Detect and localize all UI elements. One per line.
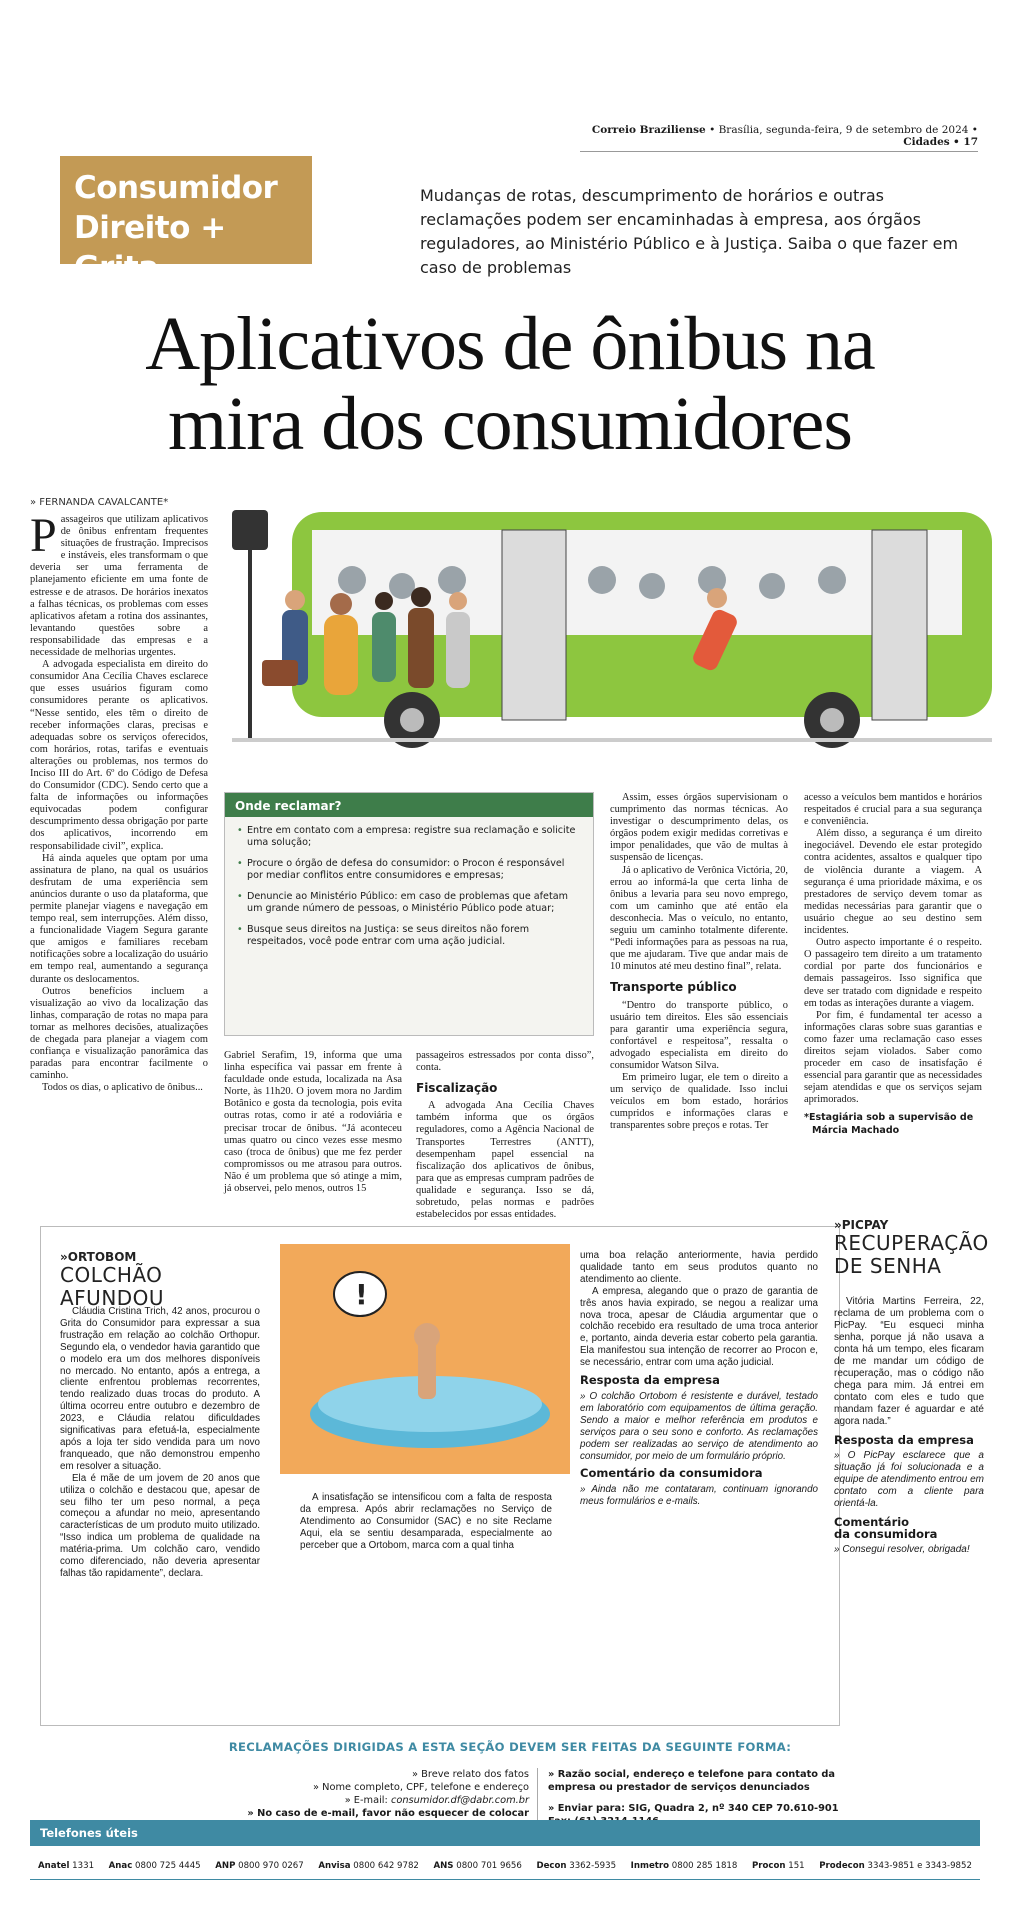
article-column-2 [224, 1050, 402, 1195]
ortobom-headline: COLCHÃO AFUNDOU [60, 1263, 165, 1310]
instruction-line: » No caso de e-mail, favor não esquecer de colocar [247, 1808, 529, 1819]
list-item: • Procure o órgão de defesa do consumidor: o Procon é responsável por mediar conflitos entre consumidores e empresas; [237, 858, 581, 882]
page-number: • 17 [953, 136, 978, 148]
instruction-line: » Nome completo, CPF, telefone e endereço [313, 1782, 529, 1793]
paragraph: Outro aspecto importante é o respeito. O passageiro tem direito a um tratamento cordial por parte dos funcionários e demais passageiros. Isso significa que deve ser tratado com dignidade e respeito em todas as interações durante a viagem. [804, 937, 982, 1009]
footnote [804, 1112, 982, 1136]
paragraph: Todos os dias, o aplicativo de ônibus... [42, 1082, 203, 1094]
ortobom-response-title: Resposta da empresa [580, 1373, 720, 1388]
ortobom-column-3 [580, 1250, 818, 1508]
phone-entry [631, 1861, 738, 1871]
paragraph: Além disso, a segurança é um direito inegociável. Devendo ele estar protegido contra acidentes, assaltos e qualquer tipo de violência durante a viagem. A segurança é uma prioridade máxima, e os prestadores de serviço devem tomar as medidas necessárias para garantir que o usuário chegue ao seu destino sem incidentes. [804, 828, 982, 937]
phone-entry [819, 1861, 972, 1871]
page-header [580, 124, 978, 152]
bus-illustration [232, 500, 992, 750]
paragraph: “Dentro do transporte público, o usuário tem direitos. Eles são essenciais para garantir uma experiência segura, confortável e respeitosa”, ressalta o advogado especialista em direito do consumidor Watson Silva. [610, 999, 788, 1071]
phone-agency: Anvisa [318, 1860, 351, 1871]
byline: » FERNANDA CAVALCANTE* [30, 497, 169, 508]
ortobom-response: » O colchão Ortobom é resistente e durável, testado em laboratório com equipamentos de última geração. Sendo a maior e melhor referência em produtos e serviços para o seu sono e conforto. As reclamações podem ser realizadas ao serviço de atendimento ao consumidor, por meio de um formulário próprio. [580, 1390, 818, 1462]
logo-line-1: Consumidor [74, 170, 278, 206]
instructions-right [548, 1768, 848, 1828]
kicker: Mudanças de rotas, descumprimento de horários e outras reclamações podem ser encaminhadas à empresa, aos órgãos reguladores, ao Ministério Público e à Justiça. Saiba o que fazer em caso de problemas [420, 186, 959, 277]
phone-agency: ANP [215, 1860, 236, 1871]
drop-cap: P [30, 509, 57, 562]
instruction-line: » Breve relato dos fatos [412, 1769, 529, 1780]
instruction-line: » Enviar para: SIG, Quadra 2, nº 340 CEP 70.610-901 [548, 1803, 839, 1814]
suitcase [262, 660, 298, 686]
box-title: Onde reclamar? [225, 793, 593, 817]
instructions-title: RECLAMAÇÕES DIRIGIDAS A ESTA SEÇÃO DEVEM SER FEITAS DA SEGUINTE FORMA: [228, 1740, 792, 1754]
list-item: • Entre em contato com a empresa: registre sua reclamação e solicite uma solução; [237, 825, 581, 849]
paragraph: Outros benefícios incluem a visualização ao vivo da localização das linhas, comparação de rotas no mapa para tornar as melhores decisões, atualizações de chegada para planejar a viagem com confiança e visualização panorâmica das paradas para encontrar facilmente o caminho. [30, 985, 208, 1082]
paragraph: assageiros que utilizam aplicativos de ônibus enfrentam frequentes situações de frustração. Imprecisos e instáveis, eles transformam o que deveria ser uma ferramenta de planejamento eficiente em uma fonte de estresse e de atrasos. De horários inexatos a falhas técnicas, os problemas com esses aplicativos afetam a rotina dos assinantes, levantando questões sobre a responsabilidade das empresas e a necessidade de melhorias urgentes. [30, 514, 208, 659]
picpay-response: » O PicPay esclarece que a situação já foi solucionada e a equipe de atendimento entrou em contato com a cliente para orientá-la. [834, 1450, 984, 1509]
phone-number: 0800 725 4445 [132, 1860, 201, 1871]
phone-entry [536, 1861, 616, 1871]
subhead-transporte: Transporte público [610, 980, 737, 995]
phone-number: 3362-5935 [566, 1860, 617, 1871]
paragraph: A empresa, alegando que o prazo de garantia de três anos havia expirado, se negou a realizar uma nova troca, apesar de Cláudia argumentar que o colchão recebido era resultado de uma troca anterior e, portanto, ainda deveria estar coberto pela garantia. Ela manifestou sua intenção de recorrer ao Procon e, se necessário, entrar com uma ação judicial. [580, 1285, 818, 1369]
paragraph: A insatisfação se intensificou com a falta de resposta da empresa. Após abrir reclamações no Serviço de Atendimento ao Consumidor (SAC) e no site Reclame Aqui, ela se sentiu desamparada, especialmente ao perceber que a Ortobom, marca com a qual tinha [300, 1492, 552, 1551]
paragraph: Gabriel Serafim, 19, informa que uma linha específica vai passar em frente à faculdade onde estuda, localizada na Asa Norte, às 11h20. O jovem mora no Jardim Botânico e gosta da tecnologia, pois evita outras rotas, como ir até a rodoviária e precisar trocar de ônibus. “Já aconteceu umas quatro ou cinco vezes esse mesmo caso (troca de ônibus) que me fez perder compromissos ou me atrasou para outros. Não é um problema que só atinge a mim, já observei, pelo menos, outros 15 [224, 1050, 402, 1195]
paragraph: A advogada Ana Cecília Chaves também informa que os órgãos reguladores, como a Agência Nacional de Transportes Terrestres (ANTT), desempenham papel essencial na fiscalização dos aplicativos de ônibus, para que as empresas cumpram padrões de qualidade e segurança. Isso se dá, sobretudo, pelas normas e padrões estabelecidos por essas entidades. [416, 1100, 594, 1221]
phone-agency: Procon [751, 1860, 786, 1871]
phone-entry [318, 1861, 419, 1871]
bus-stop-sign [232, 510, 268, 550]
article-column-1 [30, 509, 209, 1095]
paragraph: Já o aplicativo de Verônica Victória, 20, errou ao informá-la que certa linha de ônibus a levaria para seu novo emprego, com um caminho que até então ela desconhecia. Mas o veículo, no entanto, seguiu um caminho totalmente diferente. “Pedi informações para as pessoas na rua, que me ajudaram. Tive que andar mais de 10 minutos até meu destino final”, relata. [610, 864, 788, 973]
bus-rear-door [872, 530, 927, 720]
logo-line-2: Direito + Grita [74, 210, 226, 286]
email-address[interactable]: consumidor.df@dabr.com.br [390, 1795, 529, 1806]
phone-number: 1331 [69, 1860, 95, 1871]
box-list [225, 817, 593, 965]
paper-name: Correio Braziliense [591, 124, 706, 136]
headline [30, 304, 990, 464]
picpay-column [834, 1296, 984, 1556]
ortobom-tag: »ORTOBOM [60, 1250, 137, 1264]
phone-entry [109, 1861, 201, 1871]
article-column-3 [416, 1050, 594, 1221]
phone-agency: Decon [536, 1860, 567, 1871]
section-name: Cidades [903, 136, 950, 148]
phone-entry [38, 1861, 94, 1871]
ortobom-comment-title: Comentário da consumidora [580, 1466, 763, 1481]
phone-agency: ANS [433, 1860, 454, 1871]
bus-door [502, 530, 566, 720]
phone-agency: Prodecon [819, 1860, 865, 1871]
instruction-line: » Razão social, endereço e telefone para contato da empresa ou prestador de serviços denunciados [548, 1769, 836, 1793]
list-item: • Denuncie ao Ministério Público: em caso de problemas que afetam um grande número de pessoas, o Ministério Público pode atuar; [237, 891, 581, 915]
picpay-response-title: Resposta da empresa [834, 1433, 974, 1447]
phone-number: 151 [785, 1860, 805, 1871]
phone-number: 3343-9851 e 3343-9852 [864, 1860, 972, 1871]
headline-line-1: Aplicativos de ônibus na [145, 302, 875, 386]
phone-number: 0800 970 0267 [235, 1860, 304, 1871]
subhead-fiscalizacao: Fiscalização [416, 1081, 498, 1096]
paragraph: Vitória Martins Ferreira, 22, reclama de um problema com o PicPay. “Eu esqueci minha senha, porque já não usava a conta há um tempo, eles ficaram de me mandar um código de recuperação, mas o código não chega para mim. Já entrei em contato com eles e tudo que mandam fazer é aguardar e até agora nada.” [834, 1296, 984, 1427]
section-logo [60, 156, 312, 286]
dateline: • Brasília, segunda-feira, 9 de setembro de 2024 • [709, 124, 978, 136]
article-column-4 [610, 792, 788, 1133]
picpay-comment-title-1: Comentário [834, 1515, 910, 1529]
phone-number: 0800 642 9782 [350, 1860, 419, 1871]
phone-agency: Anatel [38, 1860, 70, 1871]
svg-text:!: ! [355, 1278, 368, 1311]
instruction-line: » E-mail: consumidor.df@dabr.com.br [344, 1795, 529, 1806]
picpay-tag: »PICPAY [834, 1218, 889, 1232]
article-column-5 [804, 792, 982, 1137]
useful-phones-list [30, 1852, 980, 1880]
footnote-line-1: *Estagiária sob a supervisão de [804, 1112, 974, 1124]
phone-entry [433, 1861, 521, 1871]
phone-agency: Anac [108, 1860, 133, 1871]
phone-agency: Inmetro [630, 1860, 670, 1871]
ortobom-column-1 [60, 1306, 260, 1580]
phone-entry [215, 1861, 304, 1871]
picpay-headline-1: RECUPERAÇÃO [834, 1231, 989, 1255]
paragraph: Cláudia Cristina Trich, 42 anos, procurou o Grita do Consumidor para expressar a sua frustração em relação ao colchão Orthopur. Segundo ela, o vendedor havia garantido que o modelo era um dos melhores disponíveis no mercado. No entanto, após a entrega, a cliente enfrentou problemas recorrentes, tendo realizado duas trocas do produto. A última ocorreu entre outubro e dezembro de 2023, e Cláudia relatou dificuldades significativas para efetuá-la, especialmente após a loja ter sido vendida para um novo franqueado, que não demonstrou empenho em resolver a situação. [60, 1306, 260, 1472]
headline-line-2: mira dos consumidores [167, 382, 852, 466]
useful-phones-title: Telefones úteis [30, 1820, 980, 1846]
phone-entry [752, 1861, 805, 1871]
ortobom-column-2 [300, 1492, 552, 1552]
picpay-comment-title-2: da consumidora [834, 1527, 938, 1541]
phone-number: 0800 285 1818 [669, 1860, 738, 1871]
paragraph: passageiros estressados por conta disso”, conta. [416, 1050, 594, 1074]
paragraph: Em primeiro lugar, ele tem o direito a um serviço de qualidade. Isso inclui veículos em bom estado, horários cumpridos e informações claras e transparentes sobre preços e rotas. Ter [610, 1072, 788, 1132]
paragraph: uma boa relação anteriormente, havia perdido qualidade tanto em seus produtos quanto no atendimento ao cliente. [580, 1250, 818, 1285]
footnote-line-2: Márcia Machado [812, 1124, 900, 1136]
list-item: • Busque seus direitos na Justiça: se seus direitos não forem respeitados, você pode entrar com uma ação judicial. [237, 924, 581, 948]
ortobom-comment: » Ainda não me contataram, continuam ignorando meus formulários e e-mails. [580, 1484, 818, 1508]
mattress-illustration [280, 1244, 570, 1474]
where-to-complain-box [224, 792, 594, 1036]
paragraph: Assim, esses órgãos supervisionam o cumprimento das normas técnicas. Ao investigar o descumprimento delas, os órgãos podem exigir medidas corretivas e impor penalidades, que vão de multas à suspensão de licenças. [610, 792, 788, 864]
paragraph: Ela é mãe de um jovem de 20 anos que utiliza o colchão e destacou que, apesar de seu filho ter um peso normal, a peça começou a afundar no meio, apresentando características de um produto muito utilizado. “Isso indica um problema de qualidade na matéria-prima. Um colchão caro, vendido como diferenciado, não deveria apresentar falhas tão rapidamente”, declara. [60, 1472, 260, 1579]
phone-number: 0800 701 9656 [453, 1860, 522, 1871]
paragraph: Há ainda aqueles que optam por uma assinatura de plano, na qual os usuários desfrutam de uma experiência sem anúncios durante o uso da plataforma, que permite planejar viagens e navegação em tempo real, sem interrupções. Além disso, a funcionalidade Viagem Segura garante que amigos e familiares recebam notificações sobre a localização do usuário em tempo real, aumentando a segurança durante os deslocamentos. [30, 852, 209, 985]
picpay-headline-2: DE SENHA [834, 1254, 942, 1278]
paragraph: Por fim, é fundamental ter acesso a informações claras sobre suas garantias e como fazer uma reclamação caso esses direitos sejam violados. Saber como proceder em caso de insatisfação é essencial para garantir que as necessidades sejam atendidas e que os serviços sejam aprimorados. [804, 1009, 983, 1106]
paragraph: A advogada especialista em direito do consumidor Ana Cecília Chaves esclarece que esses usuários figuram como consumidores perante os aplicativos. “Nesse sentido, eles têm o direito de receber informações claras, precisas e adequadas sobre os serviços oferecidos, com horários, rotas, tarifas e eventuais alterações ou problemas, nos termos do Inciso III do Art. 6º do Código de Defesa do Consumidor (CDC). Sendo certo que a falta de informações ou informações equivocadas podem configurar descumprimento dessa obrigação por parte dos aplicativos, incorrendo em responsabilidade civil”, explica. [30, 659, 208, 852]
picpay-header [834, 1218, 989, 1278]
picpay-comment: » Consegui resolver, obrigada! [834, 1544, 970, 1555]
ortobom-header [60, 1250, 260, 1310]
paragraph: acesso a veículos bem mantidos e horários respeitados é crucial para a sua segurança e conveniência. [804, 792, 982, 828]
